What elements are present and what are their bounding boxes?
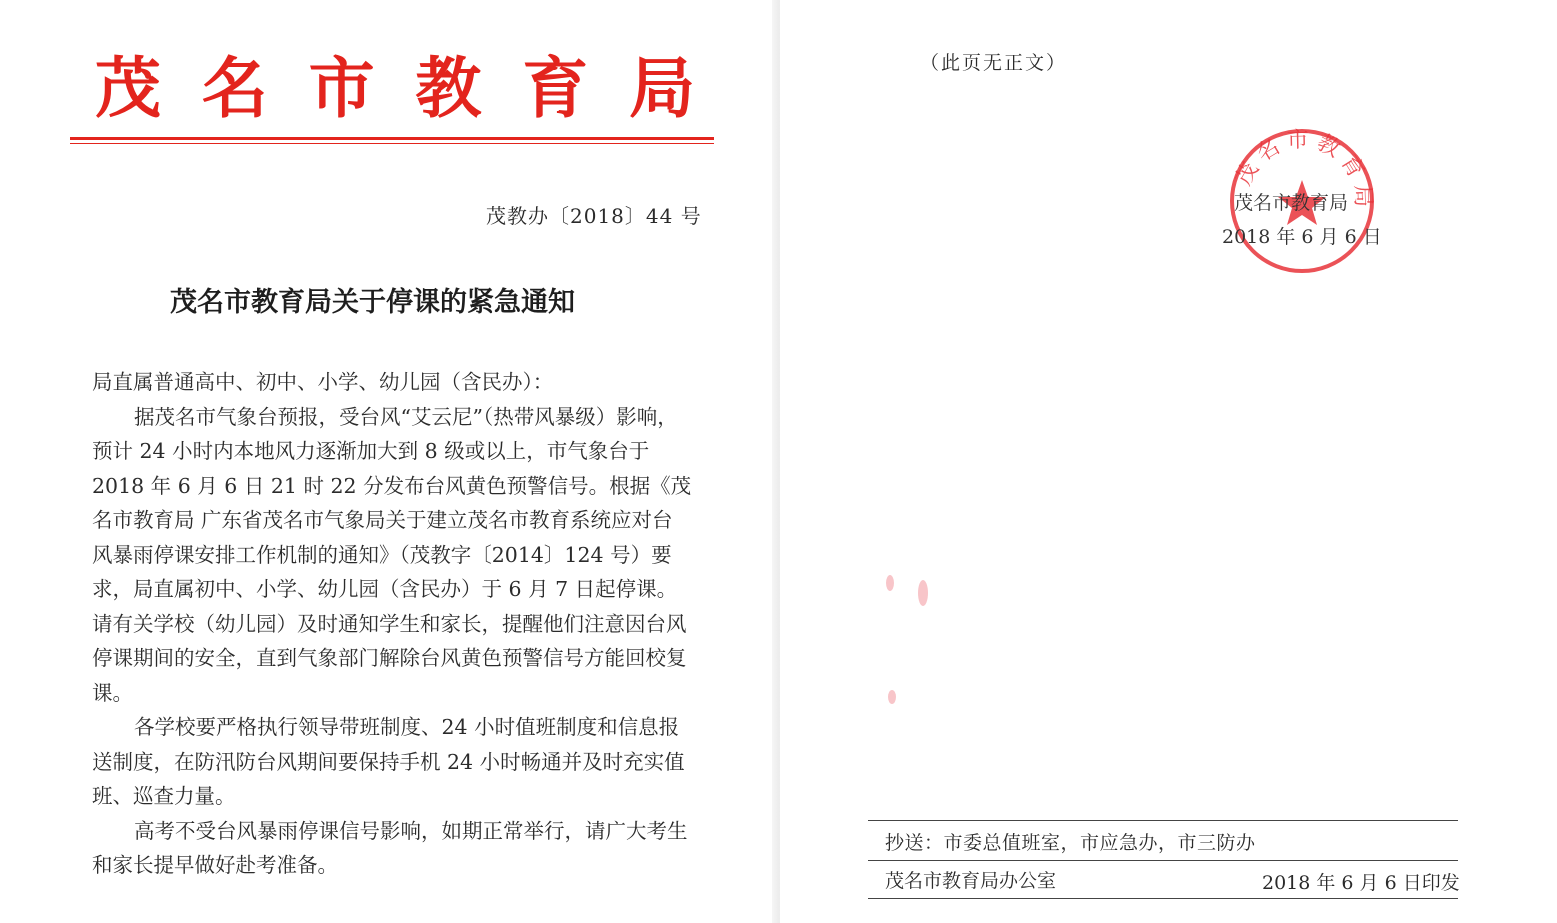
seal-text: 茂名市教育局 xyxy=(1231,127,1376,214)
body-paragraph: 据茂名市气象台预报，受台风“艾云尼”（热带风暴级）影响，预计 24 小时内本地风力逐渐加大到 8 级或以上，市气象台于 2018 年 6 月 6 日 21 时 22 分发布台风黄色预警信号。根据《茂名市教育局 广东省茂名市气象局关于建立茂名市教育系统应对台风暴雨停课安排工作机制的通知》（茂教字〔2014〕124 号）要求，局直属初中、小学、幼儿园（含民办）于 6 月 7 日起停课。请有关学校（幼儿园）及时通知学生和家长，提醒他们注意因台风停课期间的安全，直到气象部门解除台风黄色预警信号方能回校复课。 xyxy=(92,404,692,705)
signature-block xyxy=(1222,186,1392,254)
body-paragraph: 各学校要严格执行领导带班制度、24 小时值班制度和信息报送制度，在防汛防台风期间要保持手机 24 小时畅通并及时充实值班、巡查力量。 xyxy=(92,715,685,808)
cc-recipients: 抄送：市委总值班室，市应急办，市三防办 xyxy=(885,832,1256,854)
header-char: 名 xyxy=(201,49,268,127)
document-title: 茂名市教育局关于停课的紧急通知 xyxy=(170,287,575,318)
no-body-text-note: （此页无正文） xyxy=(920,52,1068,74)
cc-rule xyxy=(868,898,1458,899)
signature-org: 茂名市教育局 xyxy=(1234,192,1349,214)
header-char: 育 xyxy=(522,49,589,127)
header-char: 市 xyxy=(308,49,375,127)
header-char: 教 xyxy=(415,49,482,127)
ink-smudge xyxy=(886,575,894,591)
addressee-line: 局直属普通高中、初中、小学、幼儿园（含民办）： xyxy=(92,370,554,394)
document-number: 茂教办〔2018〕44 号 xyxy=(486,204,702,228)
red-header-rule xyxy=(70,137,714,140)
cc-rule xyxy=(868,860,1458,861)
red-header-rule-thin xyxy=(70,143,714,144)
ink-smudge xyxy=(888,690,896,704)
notice-body xyxy=(92,365,692,883)
body-paragraph: 高考不受台风暴雨停课信号影响，如期正常举行，请广大考生和家长提早做好赴考准备。 xyxy=(92,818,688,877)
header-char: 局 xyxy=(628,49,695,127)
cc-rule xyxy=(868,820,1458,821)
issuing-authority-header xyxy=(95,48,695,128)
ink-smudge xyxy=(918,580,928,606)
notice-page-2 xyxy=(780,0,1557,923)
signature-date: 2018 年 6 月 6 日 xyxy=(1222,226,1382,248)
issuing-office: 茂名市教育局办公室 xyxy=(885,870,1057,892)
header-char: 茂 xyxy=(95,49,161,127)
issue-date: 2018 年 6 月 6 日印发 xyxy=(1262,872,1460,894)
